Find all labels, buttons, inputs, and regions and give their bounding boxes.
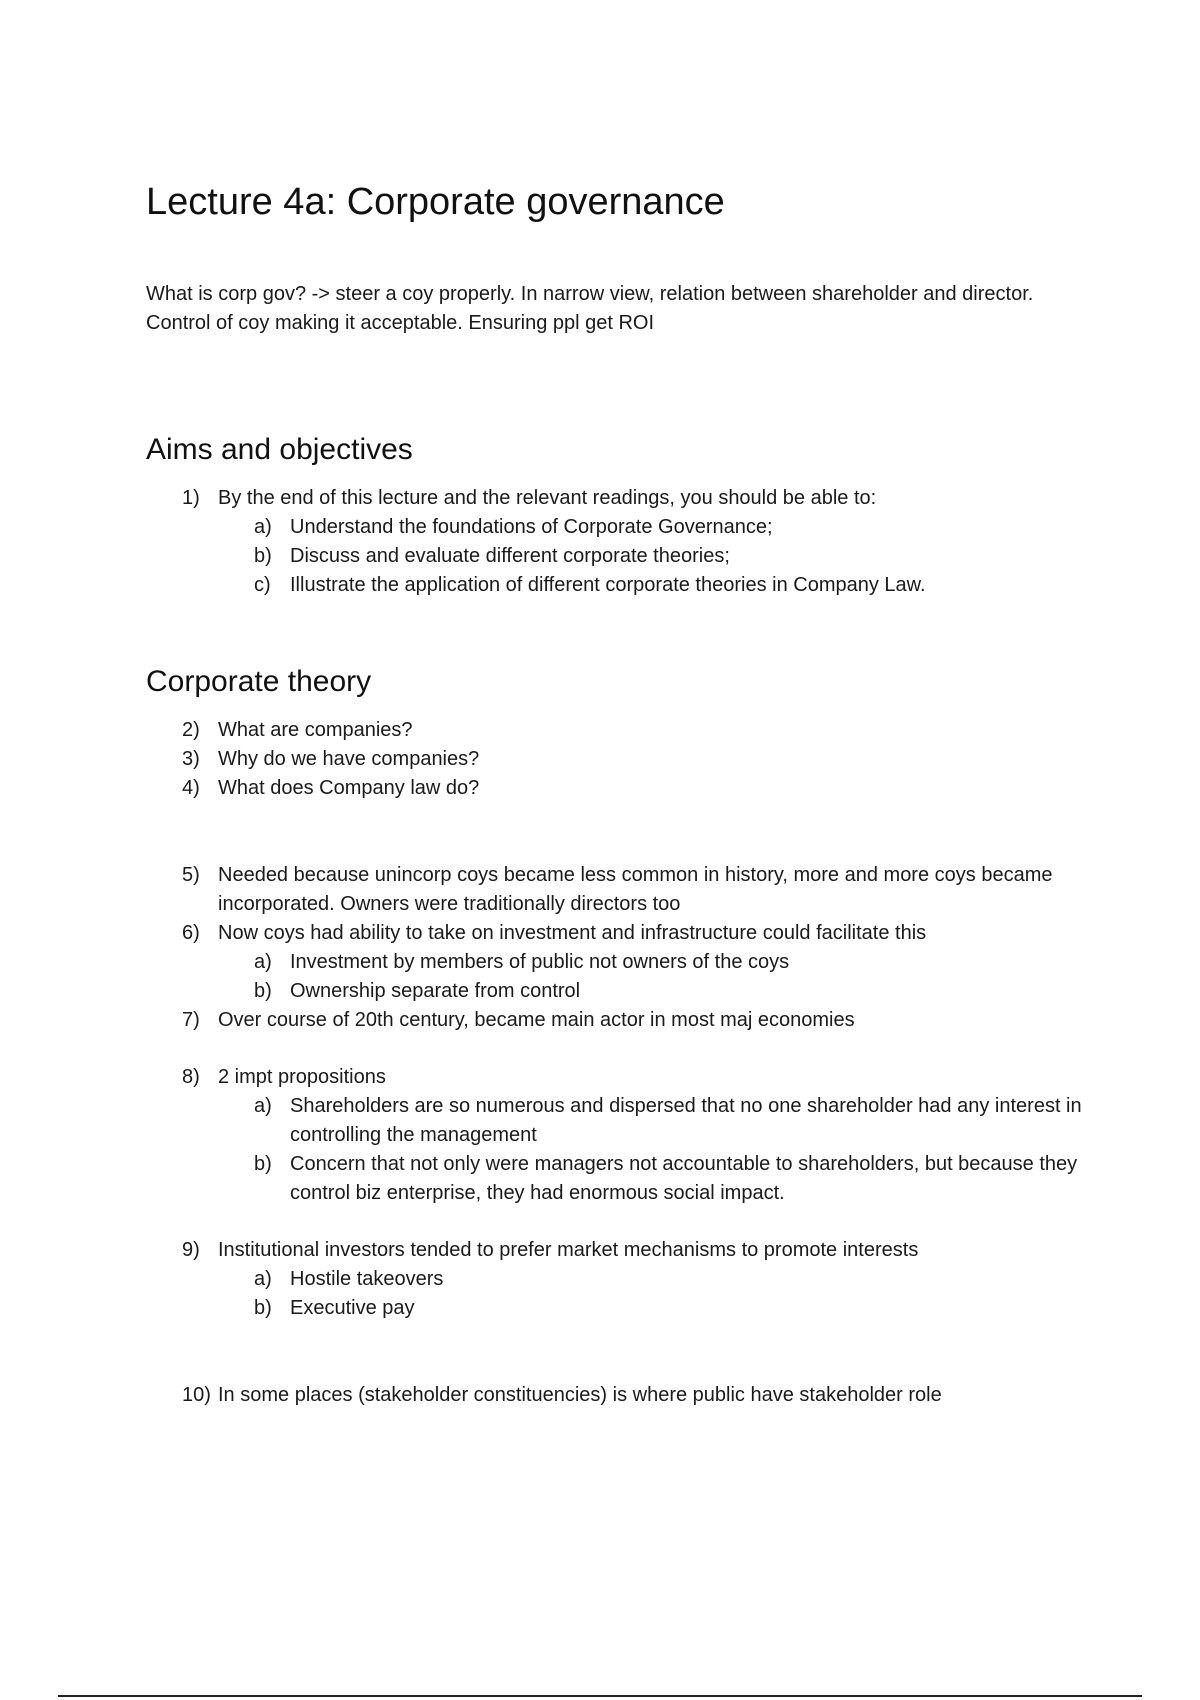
section-heading-aims: Aims and objectives xyxy=(146,432,413,466)
list-item-text: What does Company law do? xyxy=(218,776,480,799)
sub-list-item-text: Concern that not only were managers not accountable to shareholders, but because they control biz enterprise, they had enormous social impact. xyxy=(290,1152,1078,1204)
list-item-text: Needed because unincorp coys became less common in history, more and more coys became incorporated. Owners were traditionally directors too xyxy=(218,863,1053,915)
sub-list-item xyxy=(218,571,1086,600)
intro-paragraph: What is corp gov? -> steer a coy properly. In narrow view, relation between shareholder and director. Control of coy making it acceptable. Ensuring ppl get ROI xyxy=(146,282,1034,334)
sub-list-letter: a) xyxy=(254,515,272,538)
sub-list-letter: b) xyxy=(254,979,272,1002)
sub-list-letter: a) xyxy=(254,950,272,973)
sub-list-item-text: Hostile takeovers xyxy=(290,1267,444,1290)
list-item-text: Why do we have companies? xyxy=(218,747,480,770)
aims-list xyxy=(146,484,1086,600)
page-title: Lecture 4a: Corporate governance xyxy=(146,181,725,223)
list-number: 6) xyxy=(182,921,200,944)
list-number: 5) xyxy=(182,863,200,886)
list-item-text: Over course of 20th century, became main actor in most maj economies xyxy=(218,1008,855,1031)
list-item xyxy=(146,716,1086,745)
list-number: 3) xyxy=(182,747,200,770)
list-item-text: In some places (stakeholder constituencies) is where public have stakeholder role xyxy=(218,1383,942,1406)
list-number: 8) xyxy=(182,1065,200,1088)
list-item-text: By the end of this lecture and the relevant readings, you should be able to: xyxy=(218,486,877,509)
sub-list-letter: b) xyxy=(254,1296,272,1319)
list-number: 1) xyxy=(182,486,200,509)
list-number: 4) xyxy=(182,776,200,799)
list-number: 2) xyxy=(182,718,200,741)
sub-list-item-text: Investment by members of public not owners of the coys xyxy=(290,950,790,973)
list-item xyxy=(146,745,1086,774)
sub-list-letter: b) xyxy=(254,544,272,567)
sub-list-letter: c) xyxy=(254,573,271,596)
section-heading-corporate-theory: Corporate theory xyxy=(146,664,372,698)
sub-list xyxy=(218,1092,1086,1208)
sub-list-item-text: Shareholders are so numerous and dispersed that no one shareholder had any interest in controlling the management xyxy=(290,1094,1082,1146)
list-item xyxy=(146,1381,1086,1410)
sub-list-item xyxy=(218,1294,1086,1323)
sub-list-letter: b) xyxy=(254,1152,272,1175)
sub-list-letter: a) xyxy=(254,1267,272,1290)
page-bottom-rule xyxy=(58,1695,1142,1697)
sub-list-item-text: Executive pay xyxy=(290,1296,415,1319)
list-item xyxy=(146,919,1086,1006)
list-item xyxy=(146,1236,1086,1323)
list-item xyxy=(146,774,1086,803)
sub-list-item xyxy=(218,948,1086,977)
sub-list-item xyxy=(218,977,1086,1006)
sub-list-item-text: Ownership separate from control xyxy=(290,979,581,1002)
list-item-text: Now coys had ability to take on investment and infrastructure could facilitate this xyxy=(218,921,927,944)
list-number: 9) xyxy=(182,1238,200,1261)
sub-list-item-text: Illustrate the application of different corporate theories in Company Law. xyxy=(290,573,926,596)
sub-list-item-text: Understand the foundations of Corporate Governance; xyxy=(290,515,773,538)
list-item-text: Institutional investors tended to prefer market mechanisms to promote interests xyxy=(218,1238,919,1261)
theory-list xyxy=(146,716,1086,1410)
list-number: 7) xyxy=(182,1008,200,1031)
sub-list-item-text: Discuss and evaluate different corporate theories; xyxy=(290,544,730,567)
sub-list-item xyxy=(218,1150,1086,1208)
sub-list-item xyxy=(218,513,1086,542)
list-item xyxy=(146,861,1086,919)
sub-list-item xyxy=(218,1265,1086,1294)
sub-list-letter: a) xyxy=(254,1094,272,1117)
sub-list xyxy=(218,513,1086,600)
list-item xyxy=(146,1006,1086,1035)
sub-list xyxy=(218,948,1086,1006)
list-item-text: 2 impt propositions xyxy=(218,1065,386,1088)
list-item xyxy=(146,1063,1086,1208)
list-item xyxy=(146,484,1086,600)
list-number: 10) xyxy=(182,1383,211,1406)
sub-list-item xyxy=(218,542,1086,571)
list-item-text: What are companies? xyxy=(218,718,413,741)
sub-list xyxy=(218,1265,1086,1323)
document-page xyxy=(146,180,1086,1410)
sub-list-item xyxy=(218,1092,1086,1150)
